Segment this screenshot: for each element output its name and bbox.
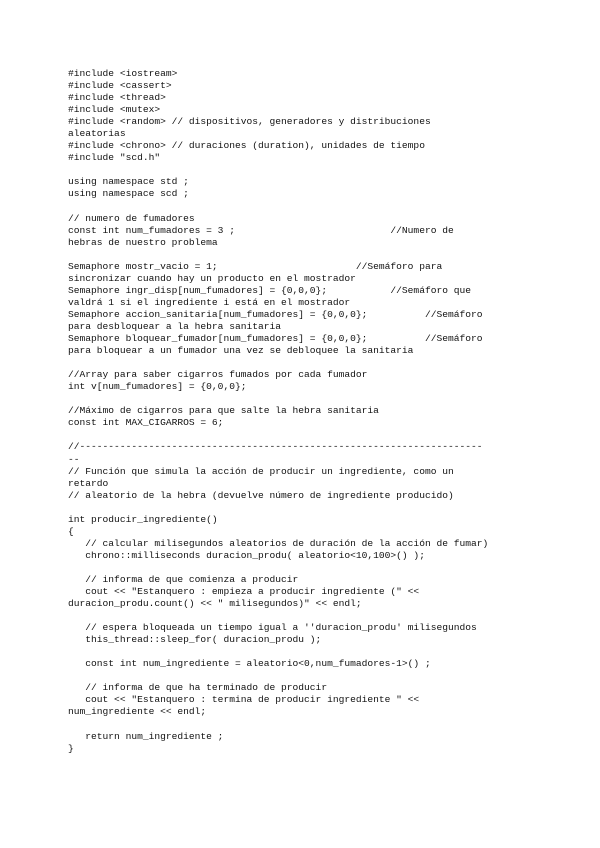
code-listing <box>68 68 538 755</box>
code-block-producir-return <box>68 731 538 755</box>
code-line: Semaphore bloquear_fumador[num_fumadores] = {0,0,0}; //Semáforo <box>68 333 483 345</box>
code-line: // calcular milisegundos aleatorios de duración de la acción de fumar) <box>68 537 489 549</box>
code-line: chrono::milliseconds duracion_produ( aleatorio<10,100>() ); <box>68 549 425 561</box>
code-line: const int MAX_CIGARROS = 6; <box>68 417 224 429</box>
code-line: Semaphore mostr_vacio = 1; //Semáforo para <box>68 260 443 272</box>
blank-line <box>68 393 538 405</box>
blank-line <box>68 562 538 574</box>
blank-line <box>68 249 538 261</box>
code-block-funcion-comentario <box>68 441 538 501</box>
code-line: retardo <box>68 477 109 489</box>
code-line: // Función que simula la acción de producir un ingrediente, como un <box>68 465 454 477</box>
code-line: para desbloquear a la hebra sanitaria <box>68 320 282 332</box>
code-line: // numero de fumadores <box>68 212 195 224</box>
code-block-namespaces <box>68 176 538 200</box>
code-line: hebras de nuestro problema <box>68 236 218 248</box>
code-block-producir-num <box>68 658 538 670</box>
code-line: { <box>68 525 74 537</box>
code-line: const int num_ingrediente = aleatorio<0,num_fumadores-1>() ; <box>68 658 431 670</box>
code-line: valdrá 1 si el ingrediente i está en el mostrador <box>68 296 351 308</box>
code-line: Semaphore accion_sanitaria[num_fumadores] = {0,0,0}; //Semáforo <box>68 308 483 320</box>
code-block-producir-termina <box>68 682 538 718</box>
code-line: // espera bloqueada un tiempo igual a ''duracion_produ' milisegundos <box>68 622 477 634</box>
blank-line <box>68 201 538 213</box>
blank-line <box>68 670 538 682</box>
blank-line <box>68 357 538 369</box>
code-line: #include <chrono> // duraciones (duration), unidades de tiempo <box>68 140 425 152</box>
code-block-producir-firma <box>68 514 538 562</box>
code-line: #include <iostream> <box>68 68 178 79</box>
blank-line <box>68 610 538 622</box>
code-line: aleatorias <box>68 128 126 140</box>
code-block-producir-informa <box>68 574 538 610</box>
blank-line <box>68 502 538 514</box>
code-line: } <box>68 742 74 754</box>
code-block-num-fumadores <box>68 213 538 249</box>
code-line: num_ingrediente << endl; <box>68 706 207 718</box>
code-line: //---------------------------------------------------------------------- <box>68 441 483 453</box>
code-line: // informa de que comienza a producir <box>68 573 299 585</box>
code-block-array-cigarros <box>68 369 538 393</box>
code-line: // aleatorio de la hebra (devuelve número de ingrediente producido) <box>68 489 454 501</box>
code-line: sincronizar cuando hay un producto en el mostrador <box>68 272 356 284</box>
blank-line <box>68 429 538 441</box>
code-line: using namespace std ; <box>68 176 189 188</box>
code-line: para bloquear a un fumador una vez se debloquee la sanitaria <box>68 345 414 357</box>
code-block-max-cigarros <box>68 405 538 429</box>
blank-line <box>68 164 538 176</box>
code-block-semaphores <box>68 261 538 357</box>
code-line: //Máximo de cigarros para que salte la hebra sanitaria <box>68 405 379 417</box>
blank-line <box>68 719 538 731</box>
code-line: cout << "Estanquero : empieza a producir ingrediente (" << <box>68 586 420 598</box>
code-line: cout << "Estanquero : termina de producir ingrediente " << <box>68 694 420 706</box>
code-line: -- <box>68 453 80 465</box>
code-block-includes <box>68 68 538 164</box>
code-line: #include <random> // dispositivos, generadores y distribuciones <box>68 116 431 128</box>
code-line: const int num_fumadores = 3 ; //Numero de <box>68 224 454 236</box>
code-line: #include <thread> <box>68 92 166 104</box>
code-line: #include <cassert> <box>68 80 172 92</box>
code-line: using namespace scd ; <box>68 188 189 200</box>
code-line: //Array para saber cigarros fumados por cada fumador <box>68 369 368 381</box>
code-line: // informa de que ha terminado de producir <box>68 682 328 694</box>
blank-line <box>68 646 538 658</box>
code-line: int producir_ingrediente() <box>68 513 218 525</box>
code-line: return num_ingrediente ; <box>68 730 224 742</box>
code-line: Semaphore ingr_disp[num_fumadores] = {0,0,0}; //Semáforo que <box>68 284 472 296</box>
code-line: int v[num_fumadores] = {0,0,0}; <box>68 381 247 393</box>
code-line: duracion_produ.count() << " milisegundos)" << endl; <box>68 598 362 610</box>
code-block-producir-espera <box>68 622 538 646</box>
code-line: #include <mutex> <box>68 104 161 116</box>
code-line: this_thread::sleep_for( duracion_produ ); <box>68 634 322 646</box>
code-line: #include "scd.h" <box>68 152 161 164</box>
